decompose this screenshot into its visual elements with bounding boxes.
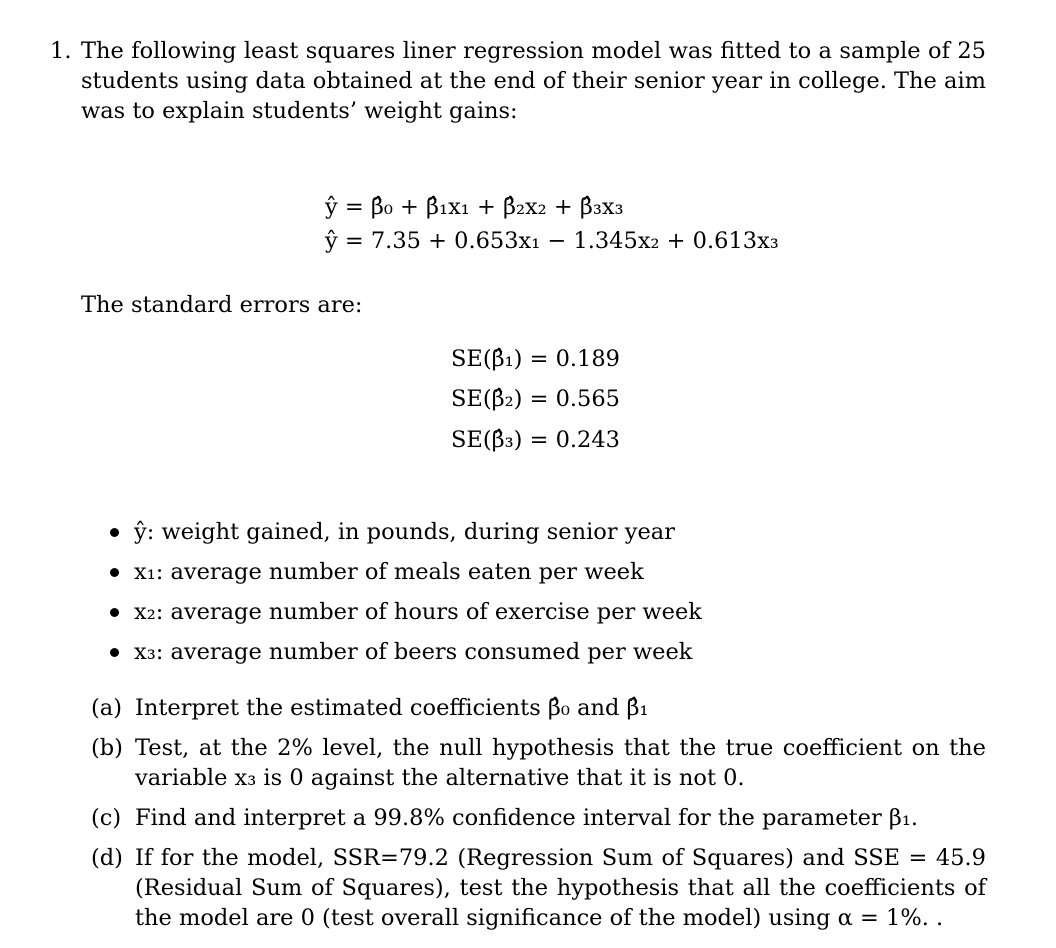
bullet-icon [110,648,119,657]
variable-definition-text: x₂: average number of hours of exercise per week [134,599,702,625]
standard-errors-label: The standard errors are: [81,292,363,318]
question-parts-list [91,693,986,943]
variable-definition-text: ŷ: weight gained, in pounds, during senior year [134,519,675,545]
standard-error-beta3: SE(β̂₃) = 0.243 [451,427,620,453]
part-text: Test, at the 2% level, the null hypothesis that the true coefficient on the variable x₃ is 0 against the alternative that it is not 0. [135,735,986,791]
part-text: Interpret the estimated coefficients β̂₀ and β̂₁ [135,695,649,721]
part-label: (c) [91,805,122,831]
part-label: (d) [91,845,123,871]
standard-error-beta2: SE(β̂₂) = 0.565 [451,386,620,412]
variable-definition [110,557,702,597]
fitted-equation: ŷ = 7.35 + 0.653x₁ − 1.345x₂ + 0.613x₃ [325,228,779,254]
bullet-icon [110,568,119,577]
question-part-a [91,693,986,723]
part-text: If for the model, SSR=79.2 (Regression Sum of Squares) and SSE = 45.9 (Residual Sum of Squares), test the hypothesis that all the coefficients of the model are 0 (test overall significance of the model) using α = 1%. . [135,845,986,931]
problem-intro: The following least squares liner regression model was fitted to a sample of 25 students using data obtained at the end of their senior year in college. The aim was to explain students’ weight gains: [81,38,986,124]
variable-definition [110,517,702,557]
bullet-icon [110,528,119,537]
part-label: (a) [91,695,122,721]
bullet-icon [110,608,119,617]
problem-number: 1. [50,38,72,64]
variable-definition-text: x₁: average number of meals eaten per week [134,559,644,585]
variable-definition [110,637,702,677]
question-part-b [91,733,986,793]
variable-definitions-list [110,517,702,677]
variable-definition [110,597,702,637]
question-part-c [91,803,986,833]
standard-error-beta1: SE(β̂₁) = 0.189 [451,346,620,372]
model-equation: ŷ = β̂₀ + β̂₁x₁ + β̂₂x₂ + β̂₃x₃ [325,194,624,220]
variable-definition-text: x₃: average number of beers consumed per week [134,639,693,665]
part-label: (b) [91,735,123,761]
question-part-d [91,843,986,933]
part-text: Find and interpret a 99.8% confidence interval for the parameter β₁. [135,805,919,831]
